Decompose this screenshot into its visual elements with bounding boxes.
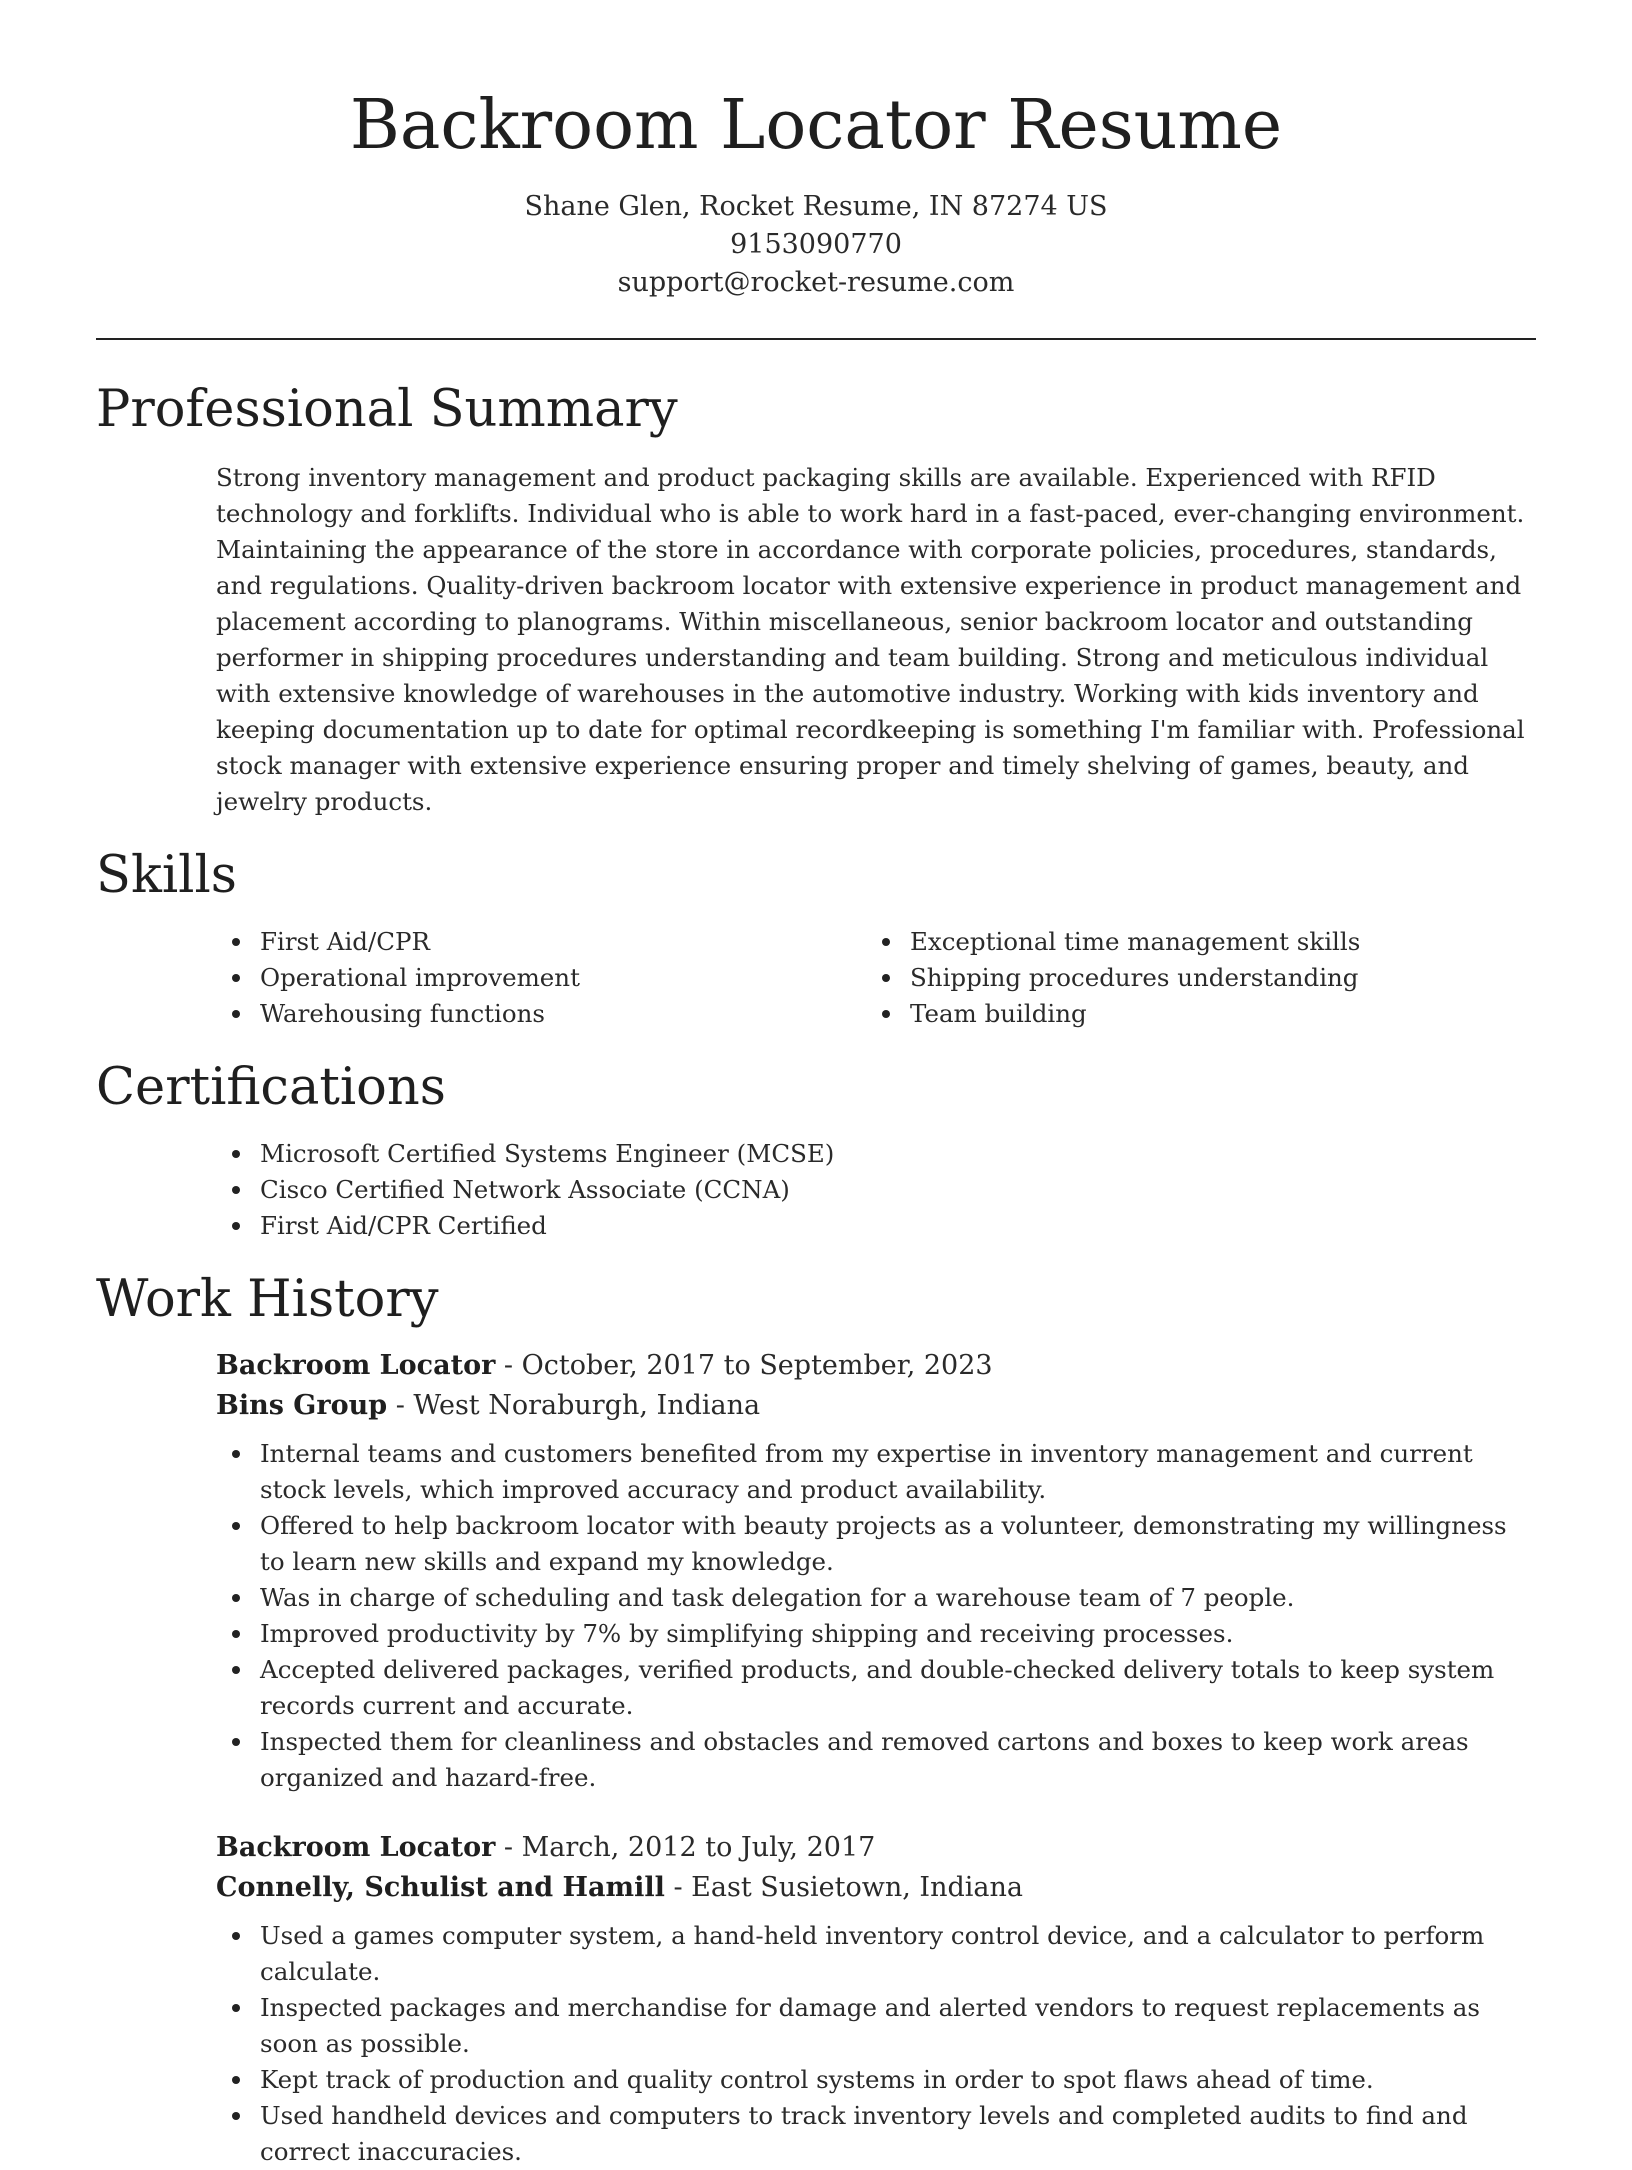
job-title: Backroom Locator (216, 1350, 496, 1381)
resume-title: Backroom Locator Resume (349, 86, 1283, 165)
job-bullet: Accepted delivered packages, verified products, and double-checked delivery totals to keep system records current and accurate. (216, 1652, 1536, 1724)
skill-item: Shipping procedures understanding (866, 960, 1516, 996)
certifications-section (96, 1058, 1536, 1244)
job-bullet: Used a games computer system, a hand-held inventory control device, and a calculator to perform calculate. (216, 1918, 1536, 1990)
job-bullet: Internal teams and customers benefited from my expertise in inventory management and current stock levels, which improved accuracy and product availability. (216, 1436, 1536, 1508)
summary-heading: Professional Summary (96, 380, 678, 439)
job-bullet: Offered to help backroom locator with beauty projects as a volunteer, demonstrating my willingness to learn new skills and expand my knowledge. (216, 1508, 1536, 1580)
contact-block (96, 188, 1536, 302)
job-bullet: Inspected them for cleanliness and obstacles and removed cartons and boxes to keep work areas organized and hazard-free. (216, 1724, 1536, 1796)
summary-text: Strong inventory management and product packaging skills are available. Experienced with RFID technology and forklifts. Individual who is able to work hard in a fast-paced, ever-changing environment. Maintaining the appearance of the store in accordance with corporate policies, procedures, standards, and regulations. Quality-driven backroom locator with extensive experience in product management and placement according to planograms. Within miscellaneous, senior backroom locator and outstanding performer in shipping procedures understanding and team building. Strong and meticulous individual with extensive knowledge of warehouses in the automotive industry. Working with kids inventory and keeping documentation up to date for optimal recordkeeping is something I'm familiar with. Professional stock manager with extensive experience ensuring proper and timely shelving of games, beauty, and jewelry products. (216, 463, 1525, 816)
job-bullets (216, 1436, 1536, 1796)
job-location: - East Susietown, Indiana (664, 1872, 1023, 1903)
work-history-section (96, 1270, 1536, 2170)
job-bullet: Inspected packages and merchandise for damage and alerted vendors to request replacements as soon as possible. (216, 1990, 1536, 2062)
certification-item: First Aid/CPR Certified (216, 1208, 1536, 1244)
job-company-line (216, 1868, 1536, 1908)
contact-email[interactable]: support@rocket-resume.com (617, 267, 1015, 298)
header-divider (96, 338, 1536, 340)
job-bullet: Used handheld devices and computers to track inventory levels and completed audits to find and correct inaccuracies. (216, 2098, 1536, 2170)
job-bullet: Improved productivity by 7% by simplifying shipping and receiving processes. (216, 1616, 1536, 1652)
job-company: Connelly, Schulist and Hamill (216, 1872, 665, 1903)
resume-page (96, 0, 1536, 2170)
job-dates: - October, 2017 to September, 2023 (495, 1350, 993, 1381)
job-bullet: Kept track of production and quality control systems in order to spot flaws ahead of time. (216, 2062, 1536, 2098)
job-bullet: Was in charge of scheduling and task delegation for a warehouse team of 7 people. (216, 1580, 1536, 1616)
job-dates: - March, 2012 to July, 2017 (495, 1832, 876, 1863)
certification-item: Microsoft Certified Systems Engineer (MCSE) (216, 1136, 1536, 1172)
skills-column-left (216, 924, 866, 1032)
skills-heading: Skills (96, 846, 237, 905)
certification-item: Cisco Certified Network Associate (CCNA) (216, 1172, 1536, 1208)
skill-item: Operational improvement (216, 960, 866, 996)
work-history-heading: Work History (96, 1270, 439, 1329)
certifications-heading: Certifications (96, 1058, 446, 1117)
skill-item: First Aid/CPR (216, 924, 866, 960)
job-bullets (216, 1918, 1536, 2170)
contact-phone: 9153090770 (730, 229, 902, 260)
job-location: - West Noraburgh, Indiana (387, 1390, 761, 1421)
skills-column-right (866, 924, 1516, 1032)
certifications-list (216, 1136, 1536, 1244)
skills-grid (216, 924, 1536, 1032)
skill-item: Warehousing functions (216, 996, 866, 1032)
job-title-line (216, 1828, 1536, 1868)
skills-section (96, 846, 1536, 1032)
resume-header (96, 0, 1536, 302)
summary-section (96, 380, 1536, 820)
job-company: Bins Group (216, 1390, 388, 1421)
contact-address: Shane Glen, Rocket Resume, IN 87274 US (524, 191, 1108, 222)
job-entry (216, 1346, 1536, 1796)
job-company-line (216, 1386, 1536, 1426)
job-title: Backroom Locator (216, 1832, 496, 1863)
job-title-line (216, 1346, 1536, 1386)
skill-item: Team building (866, 996, 1516, 1032)
job-entry (216, 1828, 1536, 2170)
skill-item: Exceptional time management skills (866, 924, 1516, 960)
